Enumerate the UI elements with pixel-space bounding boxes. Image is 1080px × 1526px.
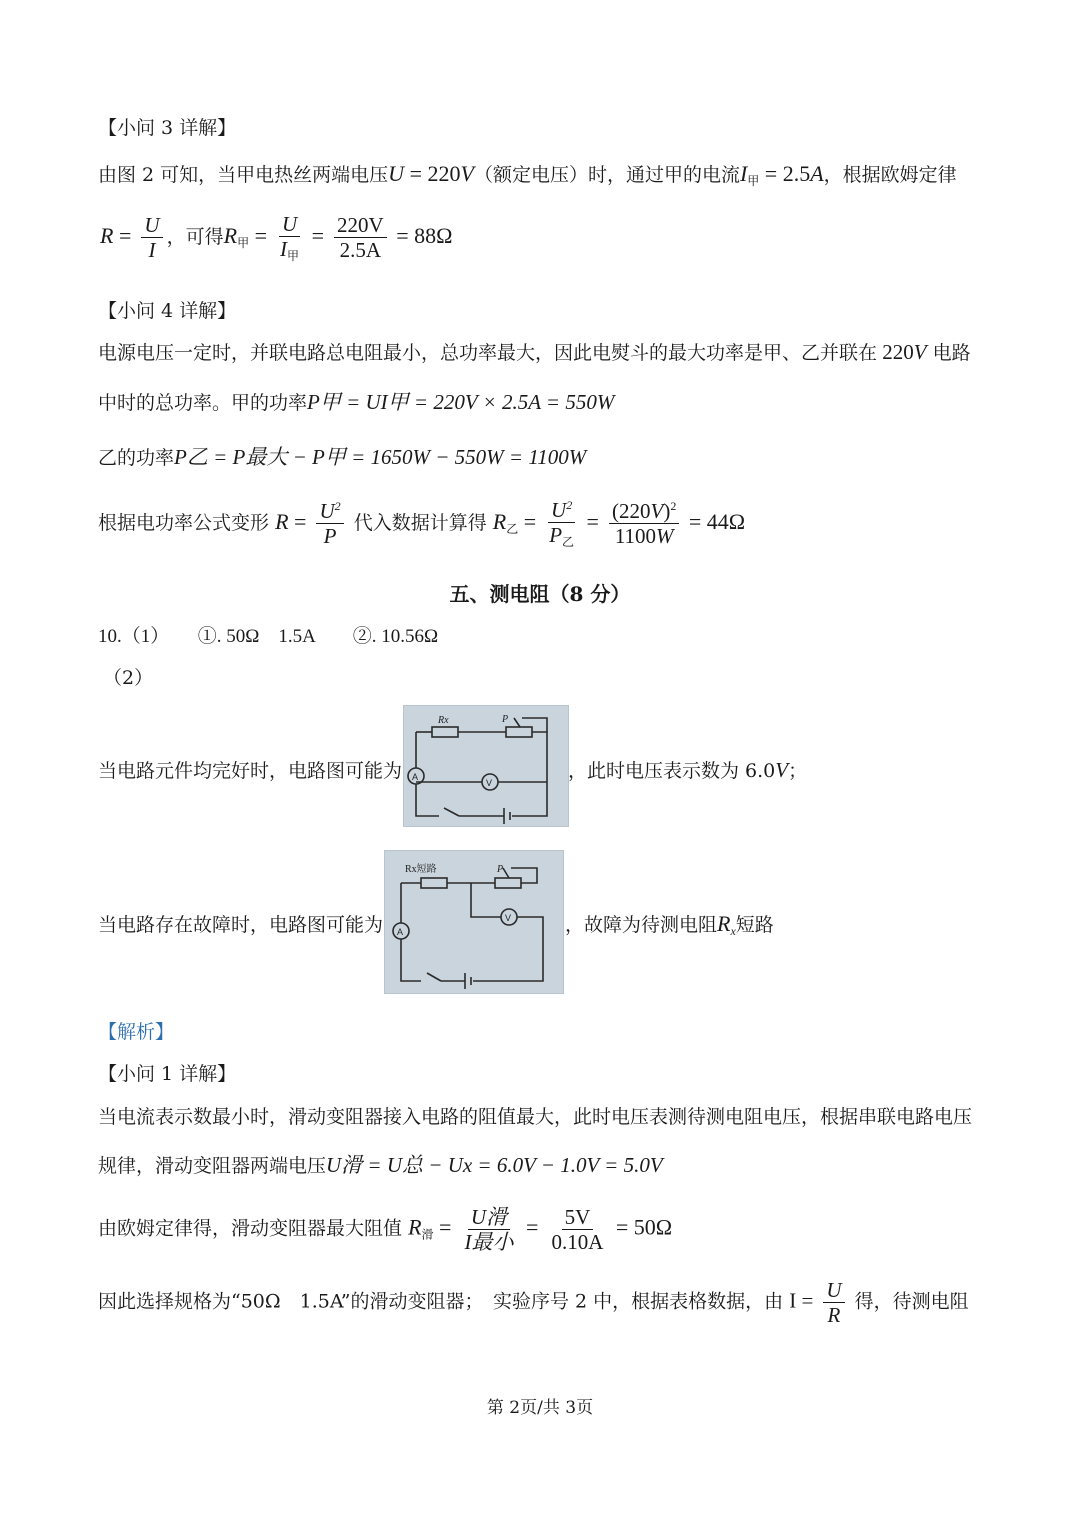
ammeter-label-2: A [397, 927, 404, 937]
analysis-label: 【解析】 [98, 1021, 175, 1043]
analysis-line-4: 因此选择规格为“50Ω 1.5A”的滑动变阻器； 实验序号 2 中，根据表格数据，由 I = $\frac{U}{R}$ 得，待测电阻 [98, 1278, 969, 1328]
analysis-line-3: 由欧姆定律得，滑动变阻器最大阻值 $R_滑$ = $\frac{\text{U滑}}{\text{I最小}}$ = $\frac{5V}{0.10A}$ = 50Ω [98, 1205, 673, 1255]
q10-fig2-after: ，故障为待测电阻$R_x$短路 [565, 911, 774, 938]
q3-line-1: 由图 2 可知，当甲电热丝两端电压U = 220V（额定电压）时，通过甲的电流$I_甲 = 2.5A$，根据欧姆定律 [98, 161, 957, 188]
q10-answer-2: （2） [103, 667, 154, 689]
label-rx: Rx [438, 715, 449, 726]
q4-line-2: 中时的总功率。甲的功率P甲 = UI甲 = 220V × 2.5A = 550W [98, 390, 615, 414]
label-p-2: P [497, 864, 504, 875]
q3-header: 【小问 3 详解】 [98, 117, 237, 139]
analysis-line-1: 当电流表示数最小时，滑动变阻器接入电路的阻值最大，此时电压表测待测电阻电压，根据串联电路电压 [98, 1106, 973, 1128]
label-rx-short: Rx短路 [405, 864, 437, 875]
fraction-u-over-i-jia: $\frac{U}{I_甲}$ [280, 212, 300, 264]
q4-header: 【小问 4 详解】 [98, 300, 237, 322]
analysis-line-2: 规律，滑动变阻器两端电压U滑 = U总 − Ux = 6.0V − 1.0V = 5.0V [98, 1153, 663, 1177]
ammeter-label: A [412, 772, 419, 782]
fraction-u-over-i: $\frac{U}{I}$ [141, 213, 162, 262]
page-footer: 第 2页/共 3页 [486, 1398, 594, 1418]
voltmeter-label: V [486, 778, 493, 788]
fraction-220-over-2-5: $\frac{220V}{2.5A}$ [334, 213, 387, 262]
q10-answer-1: 10.（1） ①. 50Ω 1.5A ②. 10.56Ω [98, 626, 439, 647]
circuit-diagram-fault [384, 850, 564, 994]
q4-line-3: 乙的功率P乙 = P最大 − P甲 = 1650W − 550W = 1100W [98, 445, 587, 469]
q10-fig1-before: 当电路元件均完好时，电路图可能为 [98, 760, 403, 782]
q4-line-1: 电源电压一定时，并联电路总电阻最小，总功率最大，因此电熨斗的最大功率是甲、乙并联在 220V 电路 [98, 340, 971, 364]
q10-fig1-after: ，此时电压表示数为 6.0V； [568, 758, 808, 782]
voltmeter-label-2: V [505, 913, 512, 923]
q10-fig2-before: 当电路存在故障时，电路图可能为 [98, 914, 384, 936]
q3-line-2: R = $\frac{U}{I}$ ，可得$R_甲$ = $\frac{U}{I_甲}$ = $\frac{220V}{2.5A}$ = 88Ω [100, 212, 453, 264]
circuit-diagram-normal [403, 705, 569, 827]
section-heading: 五、测电阻（8 分） [449, 582, 631, 606]
analysis-q1-header: 【小问 1 详解】 [98, 1063, 237, 1085]
label-p: P [502, 714, 509, 725]
q4-line-4: 根据电功率公式变形 R = $\frac{U^2}{P}$ 代入数据计算得 $R_乙$ = $\frac{U^2}{P_乙}$ = $\frac{(220V)^2}{1100W}$ = 44Ω [98, 498, 746, 550]
